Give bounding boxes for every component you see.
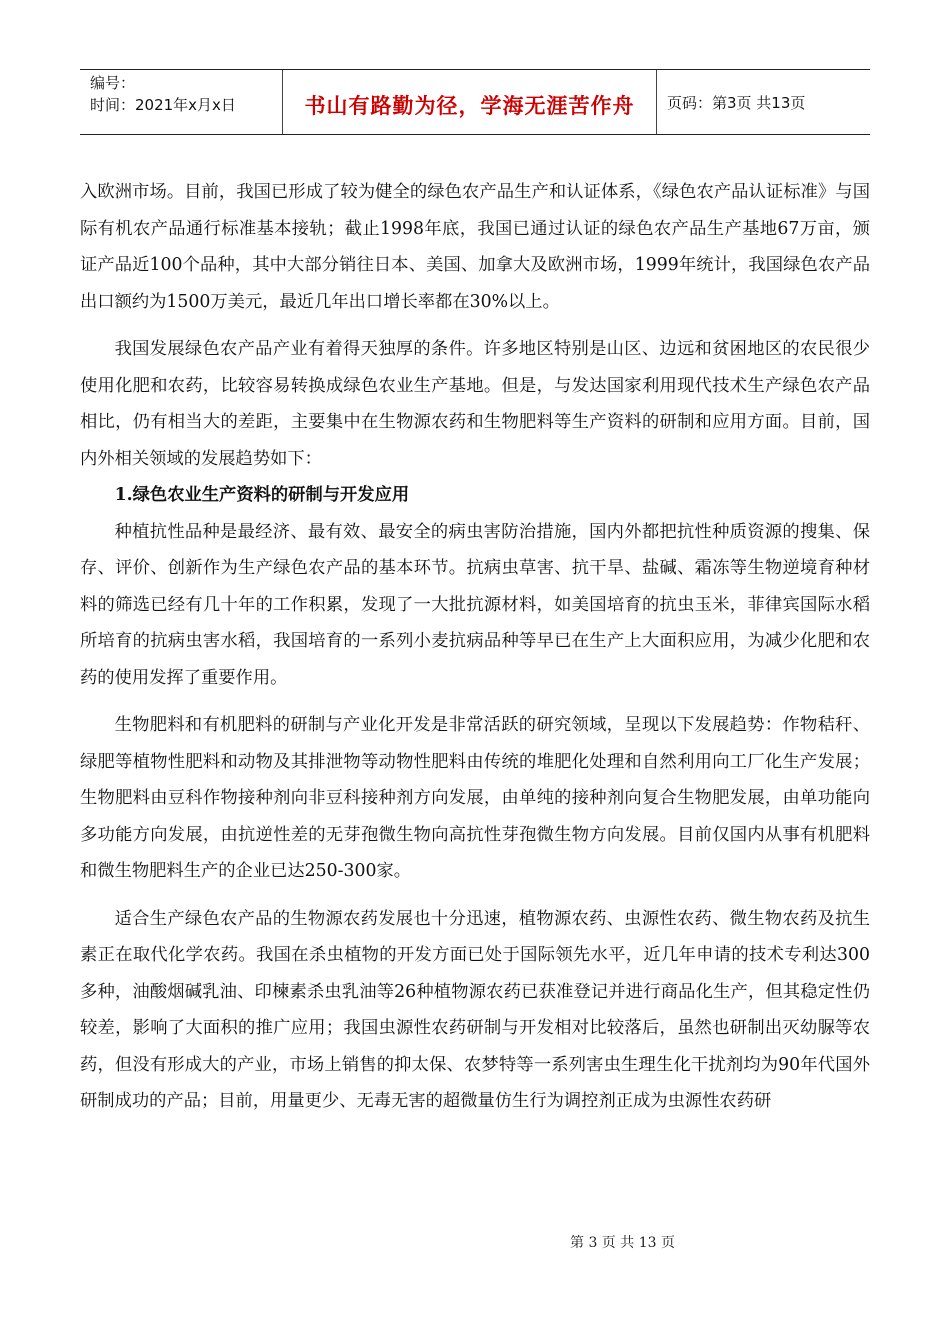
section-heading-1: 1.绿色农业生产资料的研制与开发应用 bbox=[114, 485, 410, 505]
paragraph-5: 适合生产绿色农产品的生物源农药发展也十分迅速，植物源农药、虫源性农药、微生物农药及抗生素正在取代化学农药。我国在杀虫植物的开发方面已处于国际领先水平，近几年申请的技术专利达300多种，油酸烟碱乳油、印楝素杀虫乳油等26种植物源农药已获准登记并进行商品化生产，但其稳定性仍较差，影响了大面积的推广应用；我国虫源性农药研制与开发相对比较落后，虽然也研制出灭幼脲等农药，但没有形成大的产业，市场上销售的抑太保、农梦特等一系列害虫生理生化干扰剂均为90年代国外研制成功的产品；目前，用量更少、无毒无害的超微量仿生行为调控剂正成为虫源性农药研 bbox=[80, 908, 870, 1111]
page-header bbox=[80, 69, 870, 135]
serial-label: 编号： bbox=[90, 74, 136, 92]
paragraph-3: 种植抗性品种是最经济、最有效、最安全的病虫害防治措施，国内外都把抗性种质资源的搜集、保存、评价、创新作为生产绿色农产品的基本环节。抗病虫草害、抗干旱、盐碱、霜冻等生物逆境育种材料的筛选已经有几十年的工作积累，发现了一大批抗源材料，如美国培育的抗虫玉米，菲律宾国际水稻所培育的抗病虫害水稻，我国培育的一系列小麦抗病品种等早已在生产上大面积应用，为减少化肥和农药的使用发挥了重要作用。 bbox=[80, 521, 870, 688]
motto-text: 书山有路勤为径，学海无涯苦作舟 bbox=[304, 94, 635, 118]
paragraph-2: 我国发展绿色农产品产业有着得天独厚的条件。许多地区特别是山区、边远和贫困地区的农民很少使用化肥和农药，比较容易转换成绿色农业生产基地。但是，与发达国家利用现代技术生产绿色农产品相比，仍有相当大的差距，主要集中在生物源农药和生物肥料等生产资料的研制和应用方面。目前，国内外相关领域的发展趋势如下： bbox=[80, 339, 870, 469]
page-code: 页码：第3页 共13页 bbox=[667, 93, 806, 112]
date-label: 时间：2021年x月x日 bbox=[90, 96, 236, 114]
document-body bbox=[80, 174, 870, 1120]
header-page-cell bbox=[657, 70, 870, 134]
header-motto-cell bbox=[283, 70, 657, 134]
footer-page-number: 第 3 页 共 13 页 bbox=[570, 1235, 675, 1251]
paragraph-4: 生物肥料和有机肥料的研制与产业化开发是非常活跃的研究领域，呈现以下发展趋势：作物秸秆、绿肥等植物性肥料和动物及其排泄物等动物性肥料由传统的堆肥化处理和自然利用向工厂化生产发展；生物肥料由豆科作物接种剂向非豆科接种剂方向发展，由单纯的接种剂向复合生物肥发展，由单功能向多功能方向发展，由抗逆性差的无芽孢微生物向高抗性芽孢微生物方向发展。目前仅国内从事有机肥料和微生物肥料生产的企业已达250-300家。 bbox=[80, 715, 870, 881]
header-meta-cell bbox=[80, 70, 283, 134]
paragraph-1: 入欧洲市场。目前，我国已形成了较为健全的绿色农产品生产和认证体系，《绿色农产品认证标准》与国际有机农产品通行标准基本接轨；截止1998年底，我国已通过认证的绿色农产品生产基地67万亩，颁证产品近100个品种，其中大部分销往日本、美国、加拿大及欧洲市场，1999年统计，我国绿色农产品出口额约为1500万美元，最近几年出口增长率都在30%以上。 bbox=[80, 182, 870, 312]
page-footer bbox=[0, 1232, 950, 1252]
